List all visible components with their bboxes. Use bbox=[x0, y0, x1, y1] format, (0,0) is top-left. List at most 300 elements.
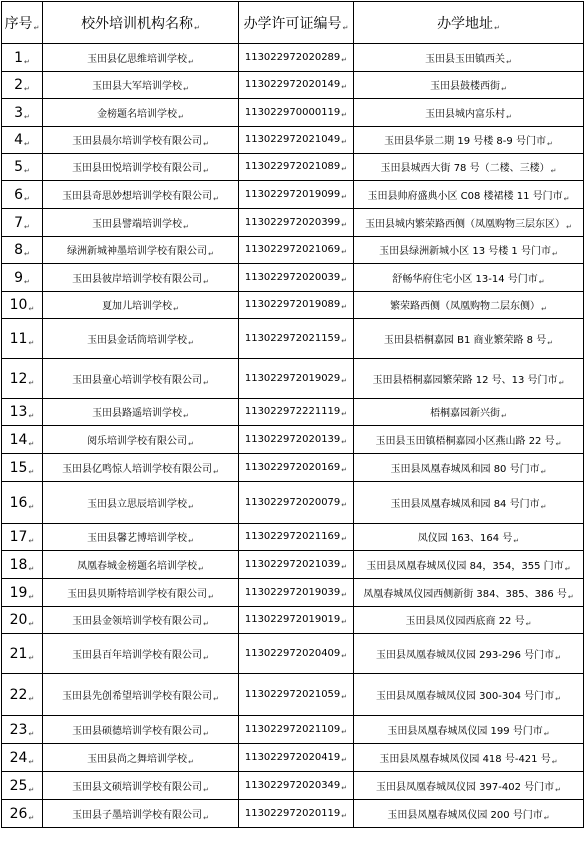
table-row bbox=[2, 359, 584, 399]
paragraph-mark: ↵ bbox=[24, 222, 30, 231]
paragraph-mark: ↵ bbox=[506, 112, 512, 121]
name-cell bbox=[43, 772, 239, 800]
address-cell bbox=[354, 800, 584, 828]
num-cell-text: 19 bbox=[9, 584, 28, 601]
paragraph-mark: ↵ bbox=[341, 110, 348, 119]
name-cell bbox=[43, 607, 239, 634]
address-cell-text: 玉田县凤凰春城凤仪园 84，354，355 门市 bbox=[366, 560, 564, 572]
header-label: 办学许可证编号 bbox=[243, 15, 342, 32]
paragraph-mark: ↵ bbox=[28, 694, 35, 703]
license-cell-text: 113022970000119 bbox=[244, 106, 341, 118]
address-cell-text: 玉田县玉田镇西关 bbox=[425, 53, 506, 65]
address-cell-text: 玉田县凤凰春城凤仪园 300-304 号门市 bbox=[375, 690, 555, 702]
name-cell bbox=[43, 426, 239, 454]
name-cell bbox=[43, 716, 239, 744]
name-cell-text: 玉田县田悦培训学校有限公司 bbox=[72, 163, 203, 174]
num-cell-text: 7 bbox=[14, 214, 24, 231]
paragraph-mark: ↵ bbox=[540, 467, 547, 476]
table-row bbox=[2, 579, 584, 607]
name-cell bbox=[43, 634, 239, 674]
address-cell-text: 玉田县帅府盛典小区 C08 楼裙楼 11 号门市 bbox=[367, 190, 563, 202]
table-row bbox=[2, 99, 584, 127]
paragraph-mark: ↵ bbox=[188, 502, 194, 511]
table-row bbox=[2, 127, 584, 154]
paragraph-mark: ↵ bbox=[341, 410, 348, 418]
address-cell bbox=[354, 264, 584, 292]
num-cell-text: 12 bbox=[9, 370, 28, 387]
paragraph-mark: ↵ bbox=[555, 653, 561, 662]
address-cell bbox=[354, 399, 584, 426]
name-cell-text: 玉田县尚之舞培训学校 bbox=[87, 753, 188, 765]
paragraph-mark: ↵ bbox=[188, 338, 194, 347]
num-cell-text: 15 bbox=[9, 459, 28, 476]
paragraph-mark: ↵ bbox=[341, 275, 348, 284]
name-cell-text: 玉田县路遥培训学校 bbox=[92, 408, 183, 419]
paragraph-mark: ↵ bbox=[341, 220, 348, 229]
table-row bbox=[2, 154, 584, 181]
address-cell-text: 玉田县城内繁荣路西侧（凤凰购物三层东区） bbox=[365, 218, 566, 230]
address-cell bbox=[354, 237, 584, 264]
paragraph-mark: ↵ bbox=[203, 729, 209, 738]
num-cell-text: 3 bbox=[14, 104, 24, 121]
address-cell-text: 玉田县凤凰春城凤仪园 418 号-421 号 bbox=[379, 753, 551, 765]
header-row bbox=[2, 2, 584, 44]
name-cell bbox=[43, 44, 239, 72]
table-row bbox=[2, 72, 584, 99]
num-cell bbox=[2, 634, 43, 674]
license-cell bbox=[239, 209, 354, 237]
table-body bbox=[2, 44, 584, 828]
name-cell-text: 夏加儿培训学校 bbox=[102, 301, 173, 312]
num-cell-text: 8 bbox=[14, 242, 24, 258]
table-row bbox=[2, 482, 584, 524]
name-cell-text: 玉田县子墨培训学校有限公司 bbox=[72, 809, 203, 821]
name-cell-text: 凤凰春城金榜题名培训学校 bbox=[77, 560, 198, 572]
paragraph-mark: ↵ bbox=[341, 55, 348, 64]
header-label: 序号 bbox=[4, 15, 33, 32]
num-cell bbox=[2, 744, 43, 772]
paragraph-mark: ↵ bbox=[28, 785, 35, 794]
num-cell bbox=[2, 800, 43, 828]
address-cell-text: 玉田县凤凰春城凤和园 84 号门市 bbox=[390, 498, 540, 510]
paragraph-mark: ↵ bbox=[341, 248, 348, 256]
num-cell-text: 1 bbox=[14, 49, 24, 66]
license-cell-text: 113022972019029 bbox=[244, 372, 341, 384]
paragraph-mark: ↵ bbox=[550, 167, 557, 175]
name-cell bbox=[43, 72, 239, 99]
paragraph-mark: ↵ bbox=[28, 757, 35, 766]
paragraph-mark: ↵ bbox=[341, 727, 348, 736]
address-cell bbox=[354, 744, 584, 772]
address-cell-text: 舒畅华府住宅小区 13-14 号门市 bbox=[392, 273, 538, 285]
address-cell-text: 玉田县梧桐嘉园繁荣路 12 号、13 号门市 bbox=[372, 374, 558, 386]
paragraph-mark: ↵ bbox=[341, 165, 348, 173]
name-cell-text: 玉田县金话筒培训学校 bbox=[87, 334, 188, 346]
paragraph-mark: ↵ bbox=[341, 755, 348, 764]
paragraph-mark: ↵ bbox=[555, 439, 562, 448]
paragraph-mark: ↵ bbox=[341, 83, 348, 91]
license-cell-text: 113022972019039 bbox=[244, 586, 341, 598]
name-cell-text: 玉田县金领培训学校有限公司 bbox=[72, 616, 203, 627]
paragraph-mark: ↵ bbox=[28, 653, 35, 662]
address-cell bbox=[354, 292, 584, 319]
license-cell bbox=[239, 292, 354, 319]
paragraph-mark: ↵ bbox=[203, 785, 209, 794]
paragraph-mark: ↵ bbox=[506, 57, 512, 66]
paragraph-mark: ↵ bbox=[540, 502, 547, 511]
license-cell bbox=[239, 99, 354, 127]
header-cell bbox=[239, 2, 354, 44]
paragraph-mark: ↵ bbox=[28, 412, 35, 420]
table-row bbox=[2, 524, 584, 551]
address-cell-text: 繁荣路西侧（凤凰购物二层东侧） bbox=[390, 301, 541, 312]
paragraph-mark: ↵ bbox=[28, 467, 35, 476]
table-row bbox=[2, 551, 584, 579]
table-row bbox=[2, 674, 584, 716]
name-cell bbox=[43, 181, 239, 209]
num-cell-text: 5 bbox=[14, 159, 24, 175]
license-cell bbox=[239, 237, 354, 264]
school-table bbox=[1, 1, 584, 828]
paragraph-mark: ↵ bbox=[28, 592, 35, 601]
num-cell bbox=[2, 99, 43, 127]
address-cell bbox=[354, 607, 584, 634]
license-cell bbox=[239, 607, 354, 634]
license-cell bbox=[239, 482, 354, 524]
num-cell bbox=[2, 607, 43, 634]
license-cell-text: 113022972020119 bbox=[244, 807, 341, 819]
paragraph-mark: ↵ bbox=[342, 23, 349, 32]
license-cell bbox=[239, 634, 354, 674]
paragraph-mark: ↵ bbox=[24, 140, 30, 148]
name-cell bbox=[43, 154, 239, 181]
paragraph-mark: ↵ bbox=[555, 694, 561, 703]
license-cell-text: 113022972020289 bbox=[244, 51, 341, 63]
name-cell-text: 玉田县亿鸣惊人培训学校有限公司 bbox=[62, 463, 213, 475]
address-cell-text: 玉田县玉田镇梧桐嘉园小区燕山路 22 号 bbox=[375, 435, 555, 447]
num-cell-text: 4 bbox=[14, 132, 24, 148]
license-cell-text: 113022972021159 bbox=[244, 332, 341, 344]
address-cell-text: 玉田县鼓楼西街 bbox=[430, 81, 501, 92]
paragraph-mark: ↵ bbox=[183, 412, 189, 420]
name-cell-text: 绿洲新城神墨培训学校有限公司 bbox=[67, 246, 208, 257]
num-cell-text: 17 bbox=[9, 529, 28, 545]
license-cell bbox=[239, 426, 354, 454]
paragraph-mark: ↵ bbox=[203, 653, 209, 662]
license-cell-text: 113022972020409 bbox=[244, 647, 341, 659]
paragraph-mark: ↵ bbox=[203, 140, 209, 148]
paragraph-mark: ↵ bbox=[341, 783, 348, 792]
address-cell-text: 玉田县华景二期 19 号楼 8-9 号门市 bbox=[384, 136, 546, 147]
name-cell bbox=[43, 99, 239, 127]
address-cell-text: 玉田县凤凰春城凤和园 80 号门市 bbox=[390, 463, 540, 475]
num-cell bbox=[2, 127, 43, 154]
address-cell bbox=[354, 426, 584, 454]
table-row bbox=[2, 264, 584, 292]
name-cell bbox=[43, 454, 239, 482]
license-cell bbox=[239, 551, 354, 579]
paragraph-mark: ↵ bbox=[551, 250, 558, 258]
license-cell bbox=[239, 579, 354, 607]
name-cell bbox=[43, 551, 239, 579]
paragraph-mark: ↵ bbox=[28, 537, 35, 545]
paragraph-mark: ↵ bbox=[566, 222, 572, 231]
name-cell bbox=[43, 264, 239, 292]
address-cell bbox=[354, 127, 584, 154]
num-cell-text: 10 bbox=[9, 297, 28, 313]
name-cell bbox=[43, 579, 239, 607]
paragraph-mark: ↵ bbox=[28, 305, 35, 313]
paragraph-mark: ↵ bbox=[513, 537, 520, 545]
paragraph-mark: ↵ bbox=[173, 305, 179, 313]
name-cell-text: 玉田县馨艺博培训学校 bbox=[87, 533, 188, 544]
header-cell bbox=[354, 2, 584, 44]
name-cell bbox=[43, 127, 239, 154]
license-cell-text: 113022972021069 bbox=[244, 244, 341, 255]
num-cell bbox=[2, 716, 43, 744]
paragraph-mark: ↵ bbox=[546, 140, 553, 148]
table-row bbox=[2, 426, 584, 454]
address-cell bbox=[354, 524, 584, 551]
paragraph-mark: ↵ bbox=[28, 813, 35, 822]
paragraph-mark: ↵ bbox=[208, 250, 214, 258]
header-label: 办学地址 bbox=[437, 15, 494, 32]
name-cell-text: 玉田县彼岸培训学校有限公司 bbox=[72, 273, 203, 285]
license-cell-text: 113022972020079 bbox=[244, 496, 341, 508]
license-cell-text: 113022972021109 bbox=[244, 723, 341, 735]
paragraph-mark: ↵ bbox=[564, 564, 571, 573]
license-cell bbox=[239, 524, 354, 551]
name-cell bbox=[43, 359, 239, 399]
address-cell-text: 玉田县凤凰春城凤仪园 397-402 号门市 bbox=[375, 781, 555, 793]
license-cell-text: 113022972021089 bbox=[244, 161, 341, 172]
num-cell bbox=[2, 44, 43, 72]
license-cell-text: 113022972020349 bbox=[244, 779, 341, 791]
paragraph-mark: ↵ bbox=[543, 729, 550, 738]
address-cell bbox=[354, 319, 584, 359]
header-cell bbox=[43, 2, 239, 44]
address-cell bbox=[354, 482, 584, 524]
paragraph-mark: ↵ bbox=[188, 757, 194, 766]
name-cell-text: 玉田县童心培训学校有限公司 bbox=[72, 374, 203, 386]
table-row bbox=[2, 292, 584, 319]
address-cell-text: 玉田县城内富乐村 bbox=[425, 108, 506, 120]
license-cell bbox=[239, 359, 354, 399]
paragraph-mark: ↵ bbox=[24, 112, 30, 121]
paragraph-mark: ↵ bbox=[341, 811, 348, 820]
paragraph-mark: ↵ bbox=[501, 85, 507, 93]
num-cell-text: 25 bbox=[9, 777, 28, 794]
license-cell-text: 113022972019089 bbox=[244, 299, 341, 310]
paragraph-mark: ↵ bbox=[194, 23, 200, 32]
name-cell bbox=[43, 524, 239, 551]
license-cell bbox=[239, 674, 354, 716]
license-cell-text: 113022972021059 bbox=[244, 688, 341, 700]
address-cell bbox=[354, 716, 584, 744]
license-cell-text: 113022972221119 bbox=[244, 406, 341, 417]
num-cell bbox=[2, 264, 43, 292]
paragraph-mark: ↵ bbox=[203, 378, 209, 387]
paragraph-mark: ↵ bbox=[501, 412, 507, 420]
license-cell bbox=[239, 44, 354, 72]
license-cell-text: 113022972020399 bbox=[244, 216, 341, 228]
paragraph-mark: ↵ bbox=[341, 651, 348, 660]
header-label: 校外培训机构名称 bbox=[81, 15, 194, 32]
license-cell bbox=[239, 319, 354, 359]
paragraph-mark: ↵ bbox=[494, 23, 500, 32]
license-cell bbox=[239, 264, 354, 292]
name-cell-text: 金榜题名培训学校 bbox=[97, 108, 178, 120]
name-cell bbox=[43, 482, 239, 524]
name-cell bbox=[43, 674, 239, 716]
paragraph-mark: ↵ bbox=[24, 85, 30, 93]
address-cell-text: 玉田县凤凰春城凤仪园 200 号门市 bbox=[387, 809, 543, 821]
license-cell-text: 113022972020169 bbox=[244, 461, 341, 473]
paragraph-mark: ↵ bbox=[341, 376, 348, 385]
name-cell-text: 玉田县奇思妙想培训学校有限公司 bbox=[62, 190, 213, 202]
paragraph-mark: ↵ bbox=[558, 378, 565, 387]
name-cell-text: 玉田县硕德培训学校有限公司 bbox=[72, 725, 203, 737]
paragraph-mark: ↵ bbox=[551, 757, 558, 766]
license-cell bbox=[239, 800, 354, 828]
num-cell bbox=[2, 72, 43, 99]
paragraph-mark: ↵ bbox=[183, 222, 189, 231]
num-cell-text: 2 bbox=[14, 77, 24, 93]
license-cell bbox=[239, 399, 354, 426]
name-cell-text: 玉田县亿思维培训学校 bbox=[87, 53, 188, 65]
paragraph-mark: ↵ bbox=[341, 500, 348, 509]
paragraph-mark: ↵ bbox=[28, 564, 35, 573]
address-cell-text: 玉田县绿洲新城小区 13 号楼 1 号门市 bbox=[379, 246, 551, 257]
paragraph-mark: ↵ bbox=[28, 729, 35, 738]
num-cell-text: 26 bbox=[9, 805, 28, 822]
paragraph-mark: ↵ bbox=[213, 694, 219, 703]
num-cell bbox=[2, 399, 43, 426]
license-cell bbox=[239, 181, 354, 209]
address-cell-text: 玉田县梧桐嘉园 B1 商业繁荣路 8 号 bbox=[383, 334, 547, 346]
num-cell bbox=[2, 454, 43, 482]
paragraph-mark: ↵ bbox=[208, 592, 214, 601]
paragraph-mark: ↵ bbox=[543, 813, 550, 822]
num-cell bbox=[2, 237, 43, 264]
address-cell-text: 凤仪园 163、164 号 bbox=[417, 533, 513, 544]
paragraph-mark: ↵ bbox=[567, 592, 574, 601]
table-row bbox=[2, 454, 584, 482]
address-cell bbox=[354, 209, 584, 237]
address-cell-text: 凤凰春城凤仪园西侧新街 384、385、386 号 bbox=[363, 588, 567, 600]
table-row bbox=[2, 181, 584, 209]
name-cell-text: 玉田县文硕培训学校有限公司 bbox=[72, 781, 203, 793]
paragraph-mark: ↵ bbox=[341, 303, 348, 311]
num-cell bbox=[2, 154, 43, 181]
num-cell bbox=[2, 319, 43, 359]
num-cell-text: 9 bbox=[14, 269, 24, 286]
num-cell bbox=[2, 772, 43, 800]
num-cell-text: 22 bbox=[9, 686, 28, 703]
address-cell-text: 梧桐嘉园新兴街 bbox=[430, 408, 501, 419]
name-cell-text: 玉田县晨尔培训学校有限公司 bbox=[72, 136, 203, 147]
address-cell bbox=[354, 454, 584, 482]
paragraph-mark: ↵ bbox=[28, 502, 35, 511]
name-cell-text: 玉田县譬端培训学校 bbox=[92, 218, 183, 230]
paragraph-mark: ↵ bbox=[33, 23, 40, 32]
paragraph-mark: ↵ bbox=[28, 378, 35, 387]
license-cell-text: 113022972020039 bbox=[244, 271, 341, 283]
paragraph-mark: ↵ bbox=[28, 439, 35, 448]
name-cell bbox=[43, 399, 239, 426]
address-cell bbox=[354, 72, 584, 99]
num-cell bbox=[2, 209, 43, 237]
address-cell bbox=[354, 181, 584, 209]
paragraph-mark: ↵ bbox=[203, 277, 209, 286]
table-row bbox=[2, 607, 584, 634]
paragraph-mark: ↵ bbox=[547, 338, 554, 347]
paragraph-mark: ↵ bbox=[213, 194, 219, 203]
num-cell bbox=[2, 482, 43, 524]
num-cell bbox=[2, 579, 43, 607]
name-cell-text: 玉田县贝斯特培训学校有限公司 bbox=[67, 588, 208, 600]
address-cell-text: 玉田县凤凰春城凤仪园 199 号门市 bbox=[387, 725, 543, 737]
paragraph-mark: ↵ bbox=[188, 537, 194, 545]
paragraph-mark: ↵ bbox=[28, 338, 35, 347]
name-cell bbox=[43, 292, 239, 319]
num-cell-text: 24 bbox=[9, 749, 28, 766]
paragraph-mark: ↵ bbox=[538, 277, 545, 286]
name-cell-text: 玉田县立思辰培训学校 bbox=[87, 498, 188, 510]
paragraph-mark: ↵ bbox=[555, 785, 561, 794]
name-cell bbox=[43, 800, 239, 828]
name-cell-text: 玉田县大军培训学校 bbox=[92, 81, 183, 92]
paragraph-mark: ↵ bbox=[341, 692, 348, 701]
table-row bbox=[2, 399, 584, 426]
paragraph-mark: ↵ bbox=[24, 250, 30, 258]
paragraph-mark: ↵ bbox=[341, 562, 348, 571]
paragraph-mark: ↵ bbox=[203, 167, 209, 175]
table-row bbox=[2, 800, 584, 828]
paragraph-mark: ↵ bbox=[563, 194, 570, 203]
num-cell bbox=[2, 359, 43, 399]
name-cell bbox=[43, 209, 239, 237]
license-cell-text: 113022972020419 bbox=[244, 751, 341, 763]
paragraph-mark: ↵ bbox=[341, 192, 348, 201]
license-cell bbox=[239, 716, 354, 744]
paragraph-mark: ↵ bbox=[341, 590, 348, 599]
address-cell bbox=[354, 44, 584, 72]
paragraph-mark: ↵ bbox=[203, 620, 209, 628]
license-cell-text: 113022972020139 bbox=[244, 433, 341, 445]
license-cell bbox=[239, 154, 354, 181]
address-cell bbox=[354, 772, 584, 800]
paragraph-mark: ↵ bbox=[341, 336, 348, 345]
num-cell bbox=[2, 551, 43, 579]
num-cell-text: 21 bbox=[9, 645, 28, 662]
num-cell-text: 14 bbox=[9, 431, 28, 448]
address-cell bbox=[354, 99, 584, 127]
num-cell-text: 11 bbox=[9, 330, 28, 347]
address-cell-text: 玉田县凤仪园西底商 22 号 bbox=[405, 616, 525, 627]
license-cell-text: 113022972019019 bbox=[244, 614, 341, 625]
address-cell bbox=[354, 634, 584, 674]
table-row bbox=[2, 319, 584, 359]
paragraph-mark: ↵ bbox=[525, 620, 532, 628]
header-cell bbox=[2, 2, 43, 44]
license-cell bbox=[239, 772, 354, 800]
paragraph-mark: ↵ bbox=[188, 57, 194, 66]
address-cell bbox=[354, 359, 584, 399]
table-row bbox=[2, 634, 584, 674]
license-cell-text: 113022972020149 bbox=[244, 79, 341, 90]
name-cell-text: 阅乐培训学校有限公司 bbox=[87, 435, 188, 447]
